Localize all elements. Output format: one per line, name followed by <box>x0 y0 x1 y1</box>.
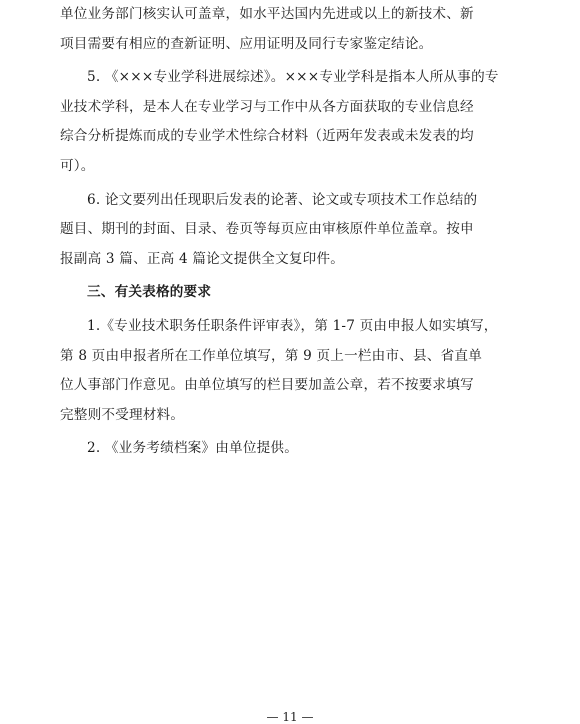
paragraph-item-5 <box>60 63 538 181</box>
paragraph-line: 5. 《×××专业学科进展综述》。×××专业学科是指本人所从事的专 <box>87 69 499 86</box>
section-heading <box>60 278 538 308</box>
paragraph-line: 完整则不受理材料。 <box>60 406 185 423</box>
paragraph-table-1 <box>60 312 538 430</box>
paragraph-line: 1.《专业技术职务任职条件评审表》，第 1-7 页由申报人如实填写， <box>87 317 498 334</box>
section-heading-text: 三、有关表格的要求 <box>87 284 212 301</box>
page-number: — 11 — <box>266 710 314 724</box>
paragraph-line: 位人事部门作意见。由单位填写的栏目要加盖公章，若不按要求填写 <box>60 377 474 394</box>
paragraph-line: 单位业务部门核实认可盖章，如水平达国内先进或以上的新技术、新 <box>60 6 474 22</box>
paragraph-line: 综合分析提炼而成的专业学术性综合材料（近两年发表或未发表的均 <box>60 128 474 145</box>
paragraph-line: 可）。 <box>60 157 95 174</box>
paragraph-line: 2. 《业务考绩档案》由单位提供。 <box>87 440 299 457</box>
paragraph-line: 第 8 页由申报者所在工作单位填写，第 9 页上一栏由市、县、省直单 <box>60 347 483 364</box>
paragraph-line: 项目需要有相应的查新证明、应用证明及同行专家鉴定结论。 <box>60 35 433 52</box>
paragraph-item-6 <box>60 186 538 275</box>
paragraph-line: 报副高 3 篇、正高 4 篇论文提供全文复印件。 <box>60 250 345 267</box>
paragraph-verification <box>60 0 538 59</box>
document-body <box>60 0 538 468</box>
paragraph-table-2 <box>60 434 538 464</box>
paragraph-line: 6. 论文要列出任现职后发表的论著、论文或专项技术工作总结的 <box>87 191 478 208</box>
paragraph-line: 业技术学科，是本人在专业学习与工作中从各方面获取的专业信息经 <box>60 98 474 115</box>
paragraph-line: 题目、期刊的封面、目录、卷页等每页应由审核原件单位盖章。按申 <box>60 221 474 238</box>
